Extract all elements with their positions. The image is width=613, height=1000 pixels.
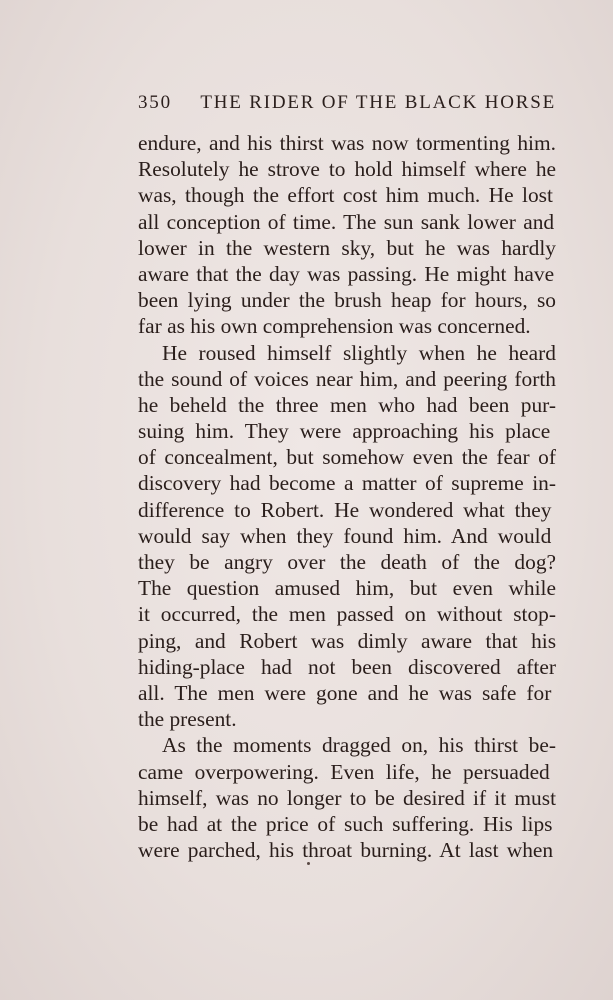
text-line: He roused himself slightly when he heard bbox=[162, 340, 556, 365]
body-text bbox=[138, 130, 556, 863]
text-line: Resolutely he strove to hold himself where he bbox=[138, 157, 557, 182]
text-line: came overpowering. Even life, he persuaded bbox=[138, 759, 550, 784]
text-line: all conception of time. The sun sank lower and bbox=[138, 209, 555, 234]
text-line: he beheld the three men who had been pur- bbox=[138, 392, 556, 417]
text-line: ping, and Robert was dimly aware that his bbox=[138, 628, 557, 653]
text-line: all. The men were gone and he was safe for bbox=[138, 680, 552, 705]
text-line: been lying under the brush heap for hours, so bbox=[138, 288, 557, 313]
text-line: difference to Robert. He wondered what they bbox=[138, 497, 552, 522]
page-number: 350 bbox=[138, 92, 172, 113]
text-line: suing him. They were approaching his place bbox=[138, 419, 551, 444]
text-line: the sound of voices near him, and peering forth bbox=[138, 366, 556, 391]
text-line: himself, was no longer to be desired if it must bbox=[138, 785, 557, 810]
text-line: lower in the western sky, but he was hardly bbox=[138, 235, 556, 260]
text-line: were parched, his throat burning. At last when bbox=[138, 838, 554, 863]
text-line: it occurred, the men passed on without stop- bbox=[138, 602, 556, 627]
running-title: THE RIDER OF THE BLACK HORSE bbox=[200, 92, 556, 113]
text-line: hiding-place had not been discovered after bbox=[138, 654, 556, 679]
running-header bbox=[138, 92, 556, 114]
text-line: As the moments dragged on, his thirst be- bbox=[162, 733, 556, 758]
text-line: would say when they found him. And would bbox=[138, 523, 552, 548]
text-line: the present. bbox=[138, 707, 237, 732]
text-line: far as his own comprehension was concerned. bbox=[138, 314, 531, 339]
text-line: The question amused him, but even while bbox=[138, 576, 556, 601]
text-line: they be angry over the death of the dog? bbox=[138, 550, 557, 574]
print-speck bbox=[307, 862, 310, 865]
text-line: was, though the effort cost him much. He lost bbox=[138, 183, 553, 208]
text-line: endure, and his thirst was now tormenting him. bbox=[138, 131, 556, 155]
text-line: discovery had become a matter of supreme in- bbox=[138, 471, 557, 496]
text-line: of concealment, but somehow even the fear of bbox=[138, 445, 556, 470]
text-line: be had at the price of such suffering. His lips bbox=[138, 811, 553, 836]
text-line: aware that the day was passing. He might have bbox=[138, 261, 555, 286]
